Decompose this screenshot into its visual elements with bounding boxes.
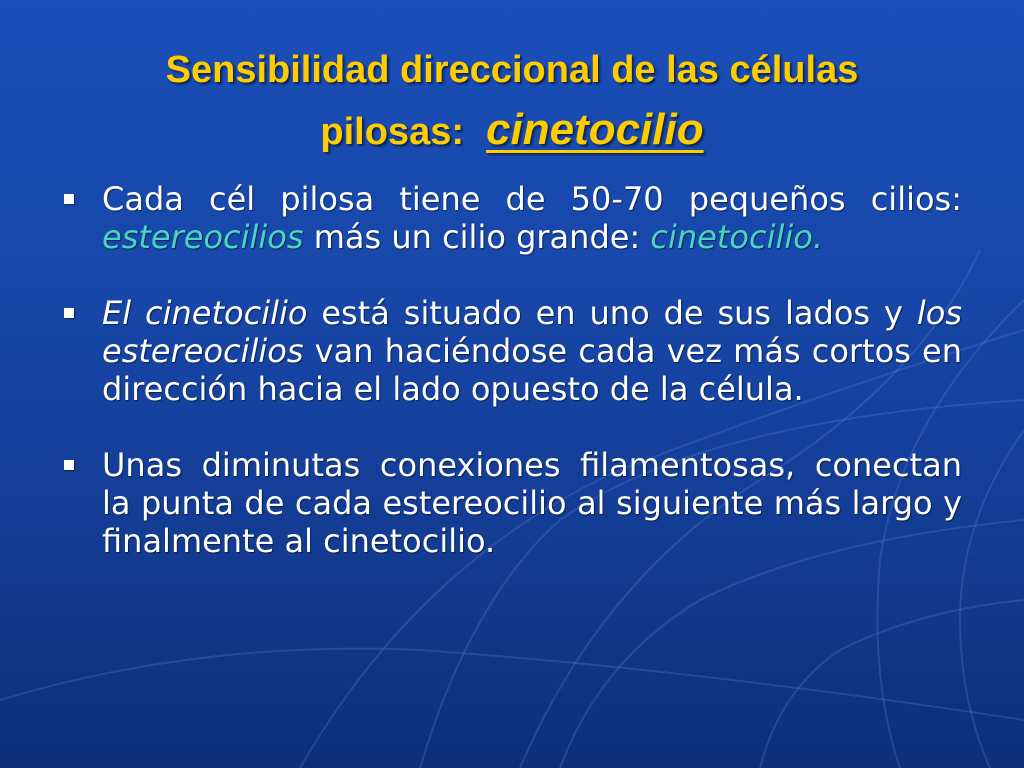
bullet-item xyxy=(60,446,962,560)
bullet-text xyxy=(102,446,962,560)
slide-title xyxy=(40,40,984,162)
bullet-text xyxy=(102,180,962,256)
square-bullet-icon xyxy=(64,308,74,318)
bullet-segment-italic: El cinetocilio xyxy=(102,294,308,332)
bullet-segment: van haciéndose cada vez más cortos en dirección hacia el lado opuesto de la célula. xyxy=(102,332,962,408)
bullet-list xyxy=(60,180,962,598)
title-line-1: Sensibilidad direccional de las células xyxy=(165,49,859,91)
bullet-segment-emphasis: estereocilios xyxy=(102,218,304,256)
bullet-segment: está situado en uno de sus lados y xyxy=(307,294,917,332)
bullet-item xyxy=(60,180,962,256)
bullet-text xyxy=(102,294,962,408)
bullet-segment: Unas diminutas conexiones filamentosas, conectan la punta de cada estereocilio al siguiente más largo y finalmente al cinetocilio. xyxy=(102,446,962,560)
square-bullet-icon xyxy=(64,194,74,204)
bullet-segment-italic: los estereocilios xyxy=(102,294,963,370)
bullet-segment: Cada cél pilosa tiene de 50-70 pequeños cilios: xyxy=(102,180,962,218)
bullet-item xyxy=(60,294,962,408)
title-line-2 xyxy=(40,100,984,162)
square-bullet-icon xyxy=(64,460,74,470)
bullet-segment-emphasis: cinetocilio. xyxy=(650,218,823,256)
title-prefix: pilosas: xyxy=(320,111,464,153)
bullet-segment: más un cilio grande: xyxy=(303,218,651,256)
title-emphasis: cinetocilio xyxy=(486,105,704,154)
